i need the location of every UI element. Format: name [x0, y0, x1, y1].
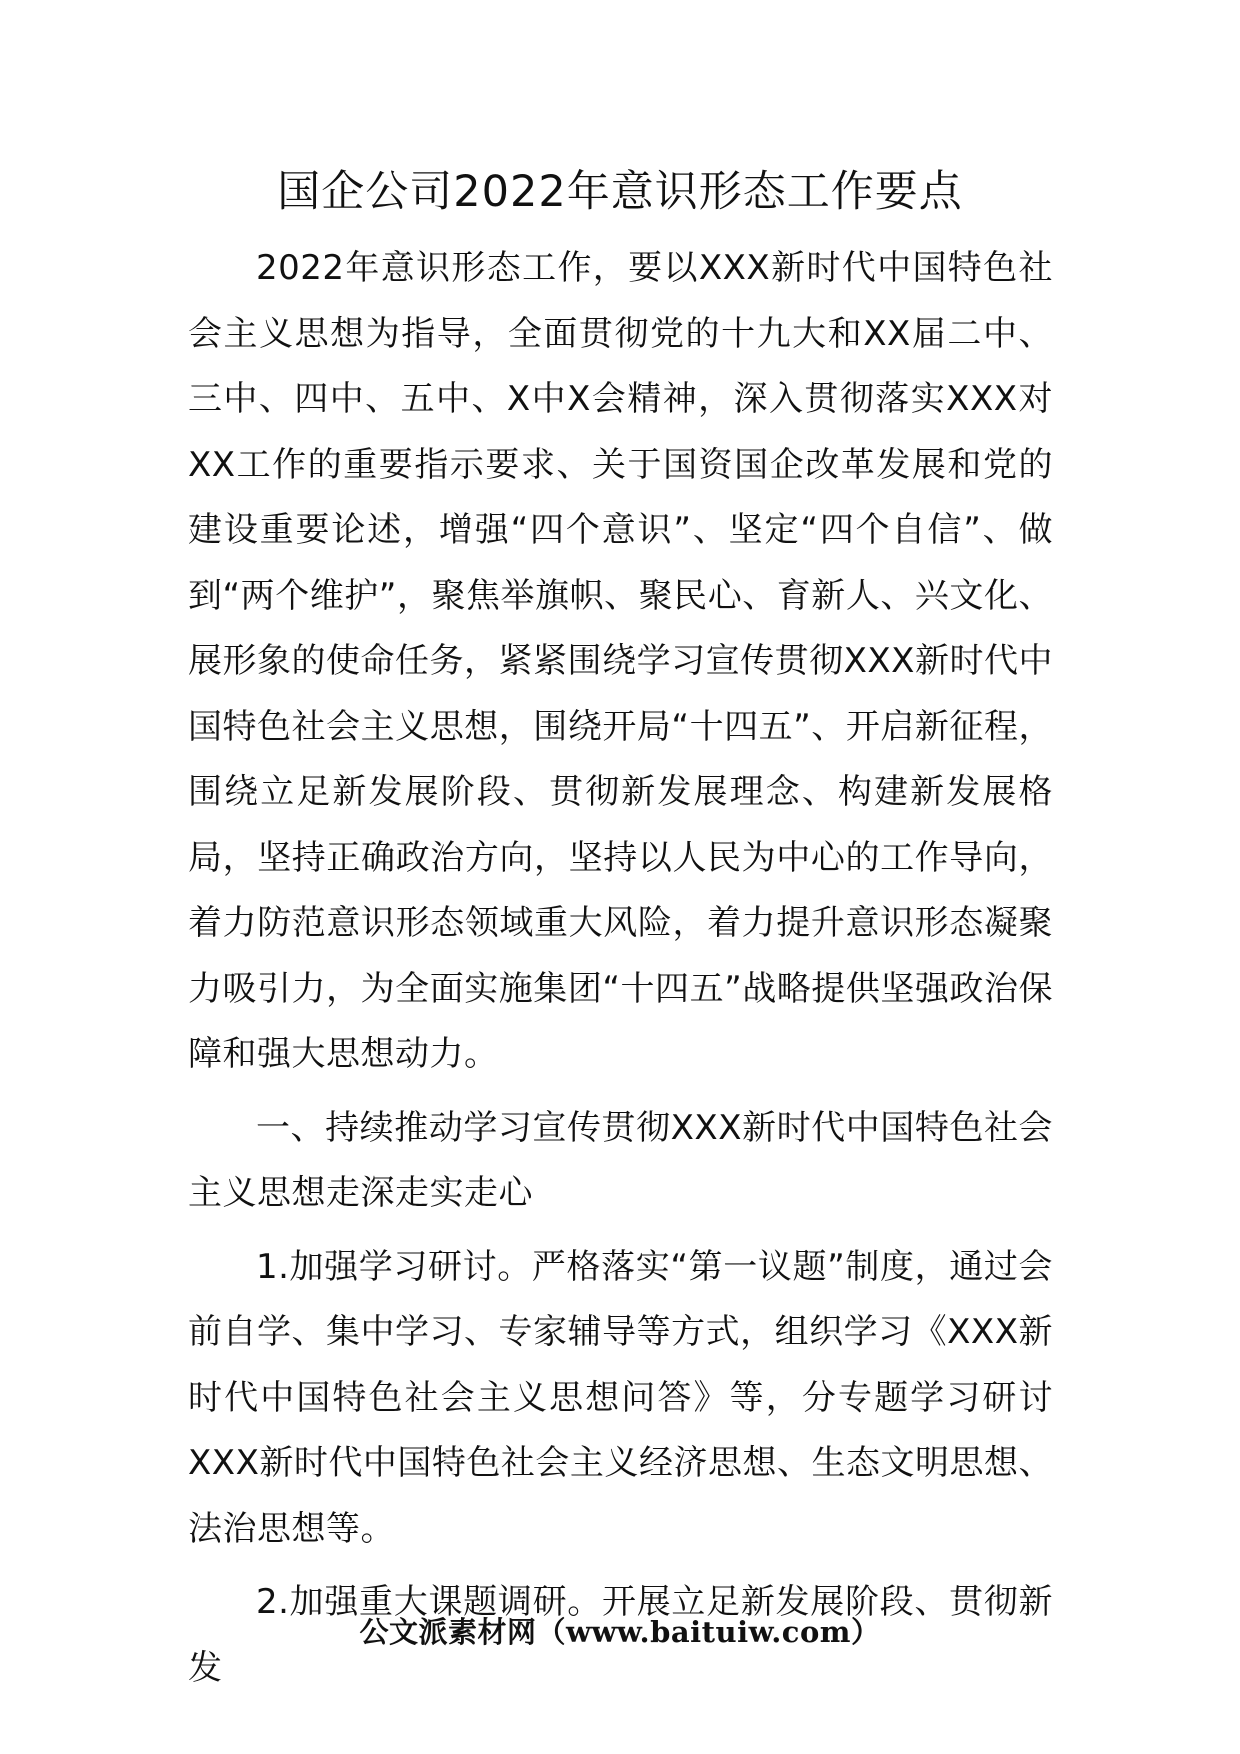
- footer-watermark: 公文派素材网（www.baituiw.com）: [359, 1615, 881, 1649]
- section-heading-1: 一、持续推动学习宣传贯彻XXX新时代中国特色社会主义思想走深走实走心: [188, 1107, 1053, 1213]
- item-paragraph-1: 1.加强学习研讨。严格落实“第一议题”制度，通过会前自学、集中学习、专家辅导等方式，组织学习《XXX新时代中国特色社会主义思想问答》等，分专题学习研讨XXX新时代中国特色社会主义经济思想、生态文明思想、法治思想等。: [188, 1246, 1053, 1549]
- intro-paragraph: 2022年意识形态工作，要以XXX新时代中国特色社会主义思想为指导，全面贯彻党的十九大和XX届二中、三中、四中、五中、X中X会精神，深入贯彻落实XXX对XX工作的重要指示要求、关于国资国企改革发展和党的建设重要论述，增强“四个意识”、坚定“四个自信”、做到“两个维护”，聚焦举旗帜、聚民心、育新人、兴文化、展形象的使命任务，紧紧围绕学习宣传贯彻XXX新时代中国特色社会主义思想，围绕开局“十四五”、开启新征程，围绕立足新发展阶段、贯彻新发展理念、构建新发展格局，坚持正确政治方向，坚持以人民为中心的工作导向，着力防范意识形态领域重大风险，着力提升意识形态凝聚力吸引力，为全面实施集团“十四五”战略提供坚强政治保障和强大思想动力。: [188, 248, 1053, 1074]
- document-title: 国企公司2022年意识形态工作要点: [277, 167, 963, 217]
- document-body: [188, 236, 1053, 1701]
- item-paragraph-2: 2.加强重大课题调研。开展立足新发展阶段、贯彻新发: [188, 1582, 1053, 1688]
